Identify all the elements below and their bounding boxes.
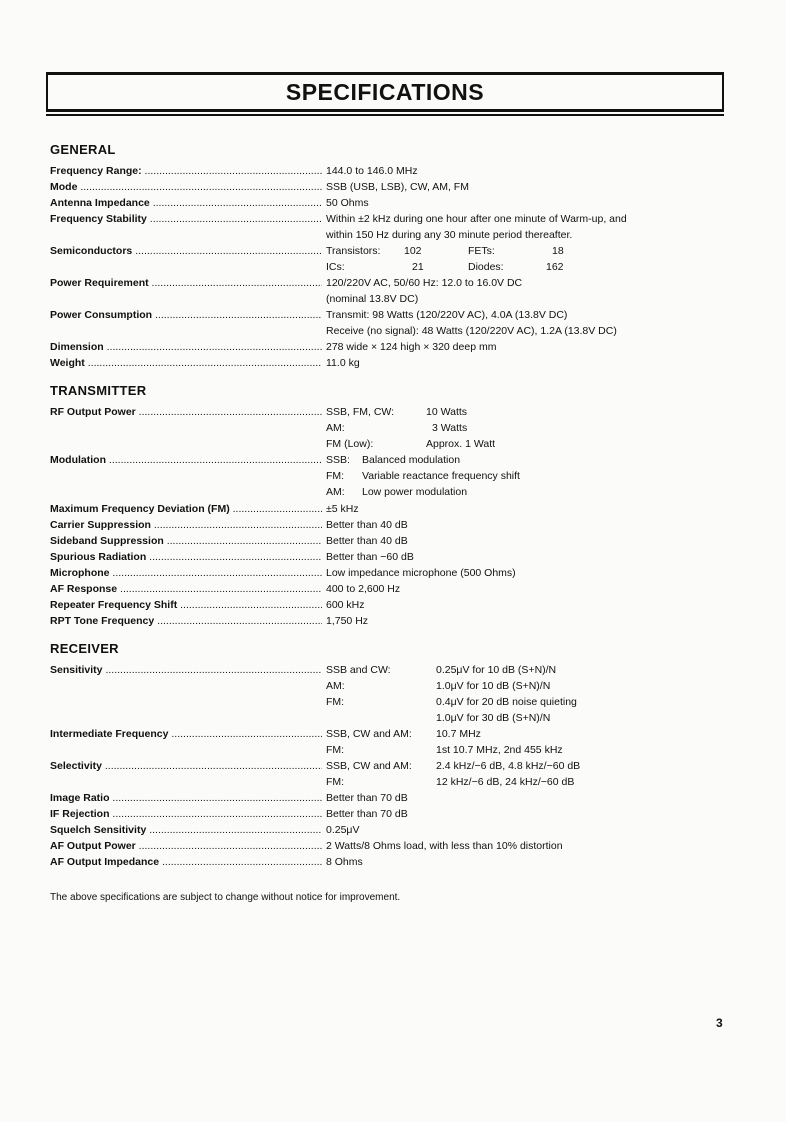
- if-value: 1st 10.7 MHz, 2nd 455 kHz: [436, 744, 563, 756]
- sens-value: 0.4μV for 20 dB noise quieting: [436, 696, 577, 708]
- spec-label: Spurious Radiation .....: [50, 549, 322, 565]
- spec-intermediate-frequency: [50, 726, 730, 742]
- spec-value: Better than 40 dB: [326, 535, 408, 547]
- spec-intermediate-frequency-fm: [50, 742, 730, 758]
- transmitter-heading: TRANSMITTER: [50, 383, 147, 398]
- sel-value: 2.4 kHz/−6 dB, 4.8 kHz/−60 dB: [436, 760, 581, 772]
- ics-value: 21: [412, 261, 424, 273]
- spec-label: Power Consumption .....: [50, 307, 322, 323]
- rf-key: FM (Low):: [326, 438, 374, 450]
- spec-value: Better than −60 dB: [326, 551, 414, 563]
- sens-value: 1.0μV for 30 dB (S+N)/N: [436, 712, 551, 724]
- mod-value: Balanced modulation: [362, 454, 461, 466]
- sens-value: 1.0μV for 10 dB (S+N)/N: [436, 680, 551, 692]
- sens-key: SSB and CW:: [326, 664, 391, 676]
- sens-key: AM:: [326, 680, 345, 692]
- spec-frequency-range: [50, 163, 730, 179]
- spec-semiconductors: [50, 243, 730, 259]
- rf-value: 3 Watts: [432, 422, 468, 434]
- spec-label: Frequency Stability .....: [50, 211, 322, 227]
- spec-label: Squelch Sensitivity .....: [50, 822, 322, 838]
- ics-label: ICs:: [326, 261, 345, 273]
- spec-value: within 150 Hz during any 30 minute period thereafter.: [326, 229, 573, 241]
- spec-label: Dimension .....: [50, 339, 322, 355]
- spec-selectivity: [50, 758, 730, 774]
- spec-value: 120/220V AC, 50/60 Hz: 12.0 to 16.0V DC: [326, 277, 523, 289]
- spec-value: 144.0 to 146.0 MHz: [326, 165, 418, 177]
- spec-label: Image Ratio .....: [50, 790, 322, 806]
- fets-label: FETs:: [468, 245, 495, 257]
- spec-label: AF Response .....: [50, 581, 322, 597]
- mod-value: Low power modulation: [362, 486, 468, 498]
- diodes-value: 162: [546, 261, 564, 273]
- spec-value: 278 wide × 124 high × 320 deep mm: [326, 341, 497, 353]
- spec-label: AF Output Impedance .....: [50, 854, 322, 870]
- transistors-label: Transistors:: [326, 245, 381, 257]
- rf-value: 10 Watts: [426, 406, 468, 418]
- spec-value: Better than 70 dB: [326, 808, 408, 820]
- mod-value: Variable reactance frequency shift: [362, 470, 520, 482]
- spec-squelch-sensitivity: [50, 822, 730, 838]
- spec-value: SSB (USB, LSB), CW, AM, FM: [326, 181, 469, 193]
- spec-label: Repeater Frequency Shift .....: [50, 597, 322, 613]
- spec-carrier-suppression: [50, 517, 730, 533]
- spec-power-requirement: [50, 275, 730, 291]
- diodes-label: Diodes:: [468, 261, 504, 273]
- spec-label: RF Output Power .....: [50, 404, 322, 420]
- spec-spurious-radiation: [50, 549, 730, 565]
- spec-value: Receive (no signal): 48 Watts (120/220V AC), 1.2A (13.8V DC): [326, 325, 617, 337]
- spec-label: Semiconductors .....: [50, 243, 322, 259]
- spec-value: Better than 70 dB: [326, 792, 408, 804]
- spec-value: 8 Ohms: [326, 856, 363, 868]
- spec-power-requirement-cont: [50, 291, 730, 307]
- page-title: SPECIFICATIONS: [285, 78, 485, 105]
- spec-label: Microphone .....: [50, 565, 322, 581]
- spec-value: Within ±2 kHz during one hour after one minute of Warm-up, and: [326, 213, 627, 225]
- general-heading: GENERAL: [50, 142, 116, 157]
- spec-value: 400 to 2,600 Hz: [326, 583, 401, 595]
- mod-key: AM:: [326, 486, 345, 498]
- spec-label: AF Output Power .....: [50, 838, 322, 854]
- sel-key: SSB, CW and AM:: [326, 760, 412, 772]
- spec-label: RPT Tone Frequency .....: [50, 613, 322, 629]
- sens-value: 0.25μV for 10 dB (S+N)/N: [436, 664, 557, 676]
- spec-semiconductors-cont: [50, 259, 730, 275]
- spec-max-deviation: [50, 501, 730, 517]
- spec-value: (nominal 13.8V DC): [326, 293, 419, 305]
- spec-label: IF Rejection .....: [50, 806, 322, 822]
- spec-rf-output-power: [50, 404, 730, 420]
- spec-label: Frequency Range: .....: [50, 163, 322, 179]
- spec-sideband-suppression: [50, 533, 730, 549]
- spec-frequency-stability-cont: [50, 227, 730, 243]
- spec-rf-output-power-fm-low: [50, 436, 730, 452]
- spec-dimension: [50, 339, 730, 355]
- spec-label: Selectivity .....: [50, 758, 322, 774]
- spec-power-consumption: [50, 307, 730, 323]
- spec-modulation-fm: [50, 468, 730, 484]
- spec-frequency-stability: [50, 211, 730, 227]
- spec-label: Modulation .....: [50, 452, 322, 468]
- spec-modulation: [50, 452, 730, 468]
- spec-rpt-tone: [50, 613, 730, 629]
- spec-value: 11.0 kg: [326, 357, 360, 369]
- spec-label: Intermediate Frequency .....: [50, 726, 322, 742]
- spec-af-response: [50, 581, 730, 597]
- spec-repeater-shift: [50, 597, 730, 613]
- title-box: [46, 72, 724, 112]
- spec-rf-output-power-am: [50, 420, 730, 436]
- if-key: FM:: [326, 744, 345, 756]
- spec-value: 600 kHz: [326, 599, 365, 611]
- spec-label: Weight .....: [50, 355, 322, 371]
- spec-value: ±5 kHz: [326, 503, 359, 515]
- spec-sensitivity-fm: [50, 694, 730, 710]
- page-number: 3: [716, 1016, 723, 1030]
- spec-value: 50 Ohms: [326, 197, 369, 209]
- spec-label: Maximum Frequency Deviation (FM) .....: [50, 501, 322, 517]
- sens-key: FM:: [326, 696, 345, 708]
- rf-value: Approx. 1 Watt: [426, 438, 496, 450]
- spec-label: Sideband Suppression .....: [50, 533, 322, 549]
- mod-key: FM:: [326, 470, 345, 482]
- rf-key: SSB, FM, CW:: [326, 406, 395, 418]
- spec-value: Better than 40 dB: [326, 519, 408, 531]
- spec-sensitivity-am: [50, 678, 730, 694]
- transistors-value: 102: [404, 245, 422, 257]
- spec-antenna-impedance: [50, 195, 730, 211]
- spec-mode: [50, 179, 730, 195]
- mod-key: SSB:: [326, 454, 350, 466]
- spec-weight: [50, 355, 730, 371]
- spec-sensitivity: [50, 662, 730, 678]
- spec-label: Power Requirement .....: [50, 275, 322, 291]
- spec-value: Low impedance microphone (500 Ohms): [326, 567, 516, 579]
- spec-label: Antenna Impedance .....: [50, 195, 322, 211]
- fets-value: 18: [552, 245, 564, 257]
- sel-key: FM:: [326, 776, 345, 788]
- spec-value: Transmit: 98 Watts (120/220V AC), 4.0A (13.8V DC): [326, 309, 568, 321]
- spec-microphone: [50, 565, 730, 581]
- receiver-heading: RECEIVER: [50, 641, 119, 656]
- spec-value: 2 Watts/8 Ohms load, with less than 10% distortion: [326, 840, 563, 852]
- spec-value: 0.25μV: [326, 824, 360, 836]
- spec-value: 1,750 Hz: [326, 615, 369, 627]
- spec-sensitivity-fm-cont: [50, 710, 730, 726]
- spec-label: Carrier Suppression .....: [50, 517, 322, 533]
- spec-image-ratio: [50, 790, 730, 806]
- spec-power-consumption-cont: [50, 323, 730, 339]
- spec-modulation-am: [50, 484, 730, 500]
- spec-if-rejection: [50, 806, 730, 822]
- footnote: The above specifications are subject to change without notice for improvement.: [50, 892, 401, 903]
- rf-key: AM:: [326, 422, 345, 434]
- if-key: SSB, CW and AM:: [326, 728, 412, 740]
- spec-selectivity-fm: [50, 774, 730, 790]
- spec-label: Sensitivity .....: [50, 662, 322, 678]
- spec-label: Mode .....: [50, 179, 322, 195]
- sel-value: 12 kHz/−6 dB, 24 kHz/−60 dB: [436, 776, 575, 788]
- spec-af-output-power: [50, 838, 730, 854]
- if-value: 10.7 MHz: [436, 728, 481, 740]
- spec-af-output-impedance: [50, 854, 730, 870]
